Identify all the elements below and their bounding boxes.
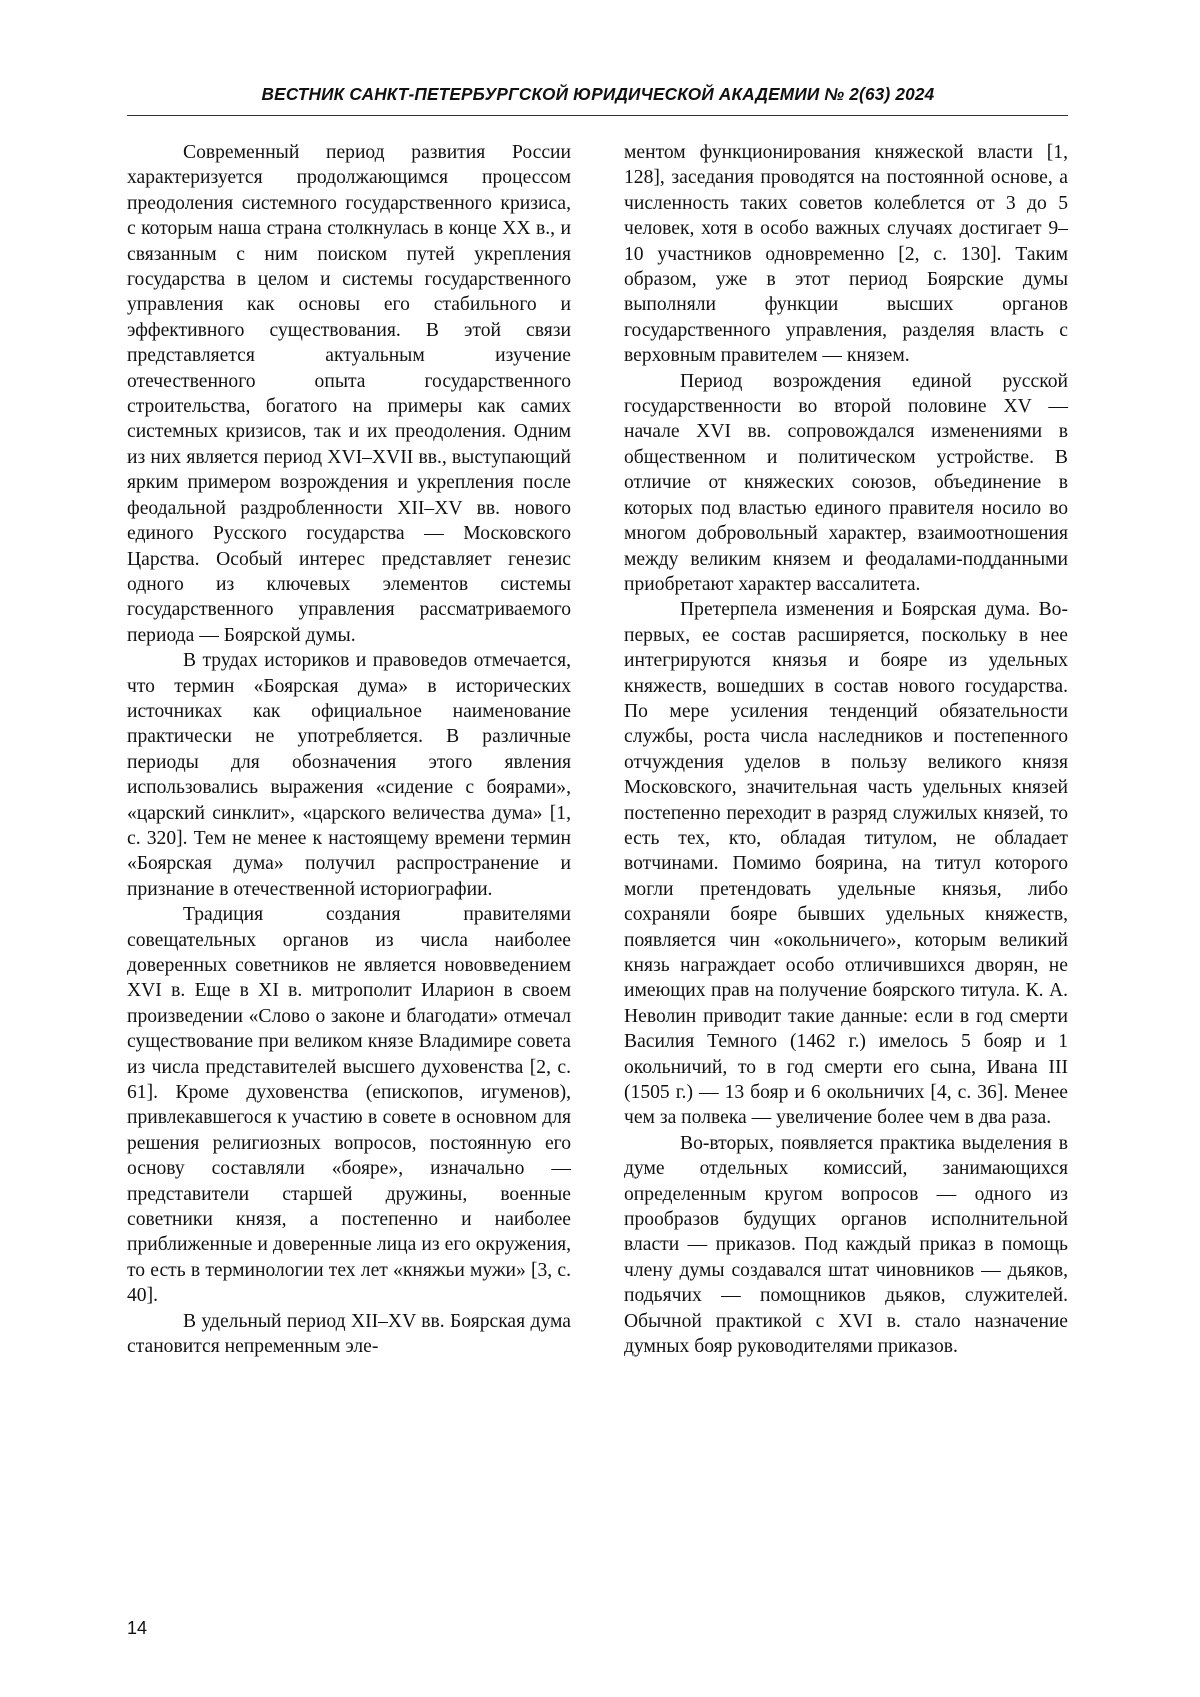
header-divider [127,115,1068,116]
running-header: ВЕСТНИК САНКТ-ПЕТЕРБУРГСКОЙ ЮРИДИЧЕСКОЙ АКАДЕМИИ № 2(63) 2024 [128,84,1068,105]
left-paragraph-4: В удельный период XII–XV вв. Боярская дума становится непременным эле- [127,1309,571,1360]
left-paragraph-3: Традиция создания правителями совещательных органов из числа наиболее доверенных советников не является нововведением XVI в. Еще в XI в. митрополит Иларион в своем произведении «Слово о законе и благодати» отмечал существование при великом князе Владимире совета из числа представителей высшего духовенства [2, с. 61]. Кроме духовенства (епископов, игуменов), привлекавшегося к участию в совете в основном для решения религиозных вопросов, постоянную его основу составляли «бояре», изначально — представители старшей дружины, военные советники князя, а постепенно и наиболее приближенные и доверенные лица из его окружения, то есть в терминологии тех лет «княжьи мужи» [3, с. 40]. [127,902,571,1309]
right-column [624,140,1068,1360]
right-paragraph-3: Претерпела изменения и Боярская дума. Во-первых, ее состав расширяется, поскольку в нее интегрируются князья и бояре из удельных княжеств, вошедших в состав нового государства. По мере усиления тенденций обязательности службы, роста числа наследников и постепенного отчуждения уделов в пользу великого князя Московского, значительная часть удельных князей постепенно переходит в разряд служилых князей, то есть тех, кто, обладая титулом, не обладает вотчинами. Помимо боярина, на титул которого могли претендовать удельные князья, либо сохраняли бояре бывших удельных княжеств, появляется чин «окольничего», которым великий князь награждает особо отличившихся дворян, не имеющих прав на получение боярского титула. К. А. Неволин приводит такие данные: если в год смерти Василия Темного (1462 г.) имелось 5 бояр и 1 окольничий, то в год смерти его сына, Ивана III (1505 г.) — 13 бояр и 6 окольничих [4, с. 36]. Менее чем за полвека — увеличение более чем в два раза. [624,597,1068,1131]
left-paragraph-2: В трудах историков и правоведов отмечается, что термин «Боярская дума» в исторических источниках как официальное наименование практически не употребляется. В различные периоды для обозначения этого явления использовались выражения «сидение с боярами», «царский синклит», «царского величества дума» [1, с. 320]. Тем не менее к настоящему времени термин «Боярская дума» получил распространение и признание в отечественной историографии. [127,648,571,902]
right-paragraph-4: Во-вторых, появляется практика выделения в думе отдельных комиссий, занимающихся определенным кругом вопросов — одного из прообразов будущих органов исполнительной власти — приказов. Под каждый приказ в помощь члену думы создавался штат чиновников — дьяков, подьячих — помощников дьяков, служителей. Обычной практикой с XVI в. стало назначение думных бояр руководителями приказов. [624,1131,1068,1360]
left-column [127,140,571,1360]
journal-page [0,0,1200,1697]
right-paragraph-1: ментом функционирования княжеской власти [1, 128], заседания проводятся на постоянной основе, а численность таких советов колеблется от 3 до 5 человек, хотя в особо важных случаях достигает 9–10 участников одновременно [2, с. 130]. Таким образом, уже в этот период Боярские думы выполняли функции высших органов государственного управления, разделяя власть с верховным правителем — князем. [624,140,1068,369]
right-paragraph-2: Период возрождения единой русской государственности во второй половине XV — начале XVI вв. сопровождался изменениями в общественном и политическом устройстве. В отличие от княжеских союзов, объединение в которых под властью единого правителя носило во многом добровольный характер, взаимоотношения между великим князем и феодалами-подданными приобретают характер вассалитета. [624,369,1068,598]
left-paragraph-1: Современный период развития России характеризуется продолжающимся процессом преодоления системного государственного кризиса, с которым наша страна столкнулась в конце XX в., и связанным с ним поиском путей укрепления государства в целом и системы государственного управления как основы его стабильного и эффективного существования. В этой связи представляется актуальным изучение отечественного опыта государственного строительства, богатого на примеры как самих системных кризисов, так и их преодоления. Одним из них является период XVI–XVII вв., выступающий ярким примером возрождения и укрепления после феодальной раздробленности XII–XV вв. нового единого Русского государства — Московского Царства. Особый интерес представляет генезис одного из ключевых элементов системы государственного управления рассматриваемого периода — Боярской думы. [127,140,571,648]
page-number: 14 [127,1618,147,1639]
